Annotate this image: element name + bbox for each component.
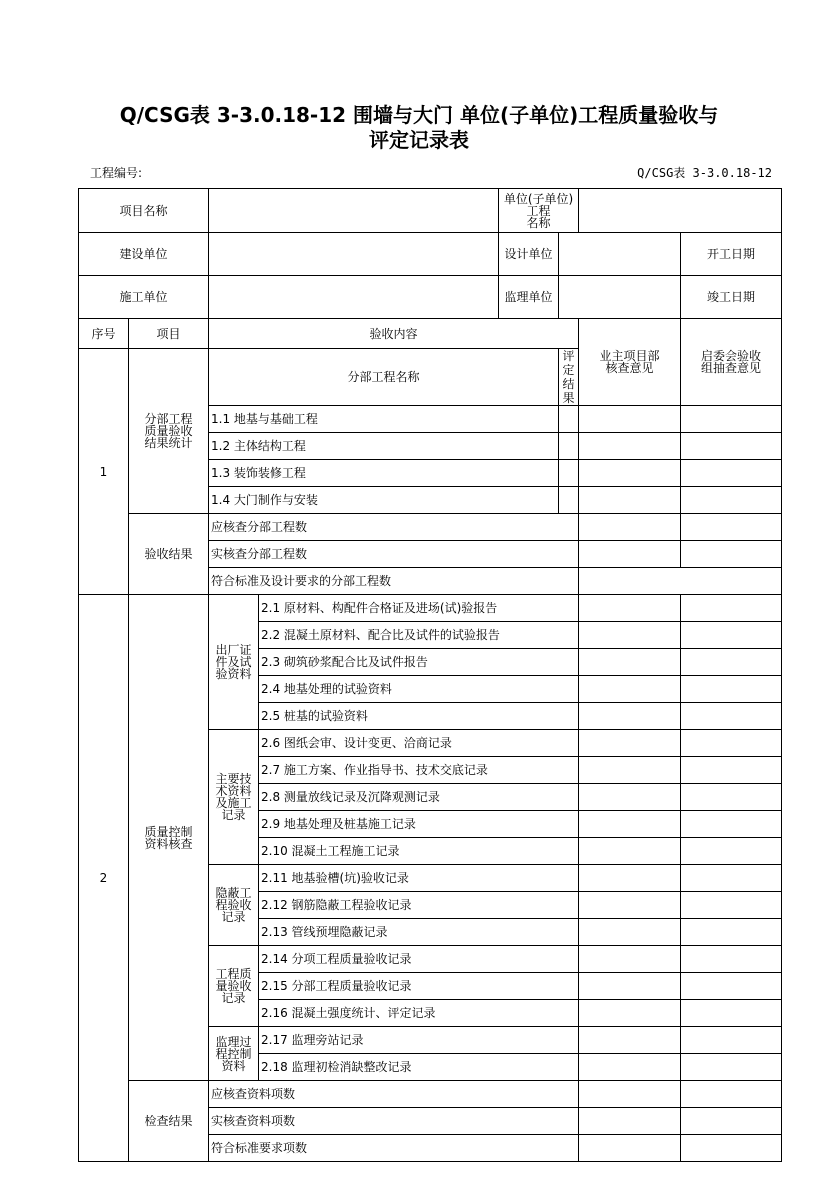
record-group-label-line: 隐蔽工 — [215, 886, 252, 900]
committee-opinion-cell[interactable] — [681, 514, 782, 541]
table-row — [79, 595, 782, 622]
evaluation-cell[interactable] — [559, 433, 579, 460]
project-name-label: 项目名称 — [79, 189, 209, 233]
committee-opinion-cell[interactable] — [681, 973, 782, 1000]
col-committee-header-line1: 启委会验收 — [701, 349, 762, 363]
record-group-label — [209, 1027, 259, 1081]
record-item: 2.1 原材料、构配件合格证及进场(试)验报告 — [259, 595, 579, 622]
committee-opinion-cell[interactable] — [681, 919, 782, 946]
record-group-label — [209, 946, 259, 1027]
committee-opinion-cell[interactable] — [681, 676, 782, 703]
unit-name-label-line1: 单位(子单位)工程 — [503, 191, 574, 218]
owner-opinion-cell[interactable] — [579, 514, 681, 541]
committee-opinion-cell[interactable] — [681, 595, 782, 622]
form-title-line2: 评定记录表 — [369, 128, 469, 152]
record-item: 2.7 施工方案、作业指导书、技术交底记录 — [259, 757, 579, 784]
acceptance-record-table — [78, 188, 782, 1162]
owner-opinion-cell[interactable] — [579, 406, 681, 433]
section1-index: 1 — [79, 349, 129, 595]
section1-label-line: 分部工程 — [144, 412, 193, 426]
col-owner-header-line2: 核查意见 — [605, 361, 654, 375]
sub-project-item: 1.2 主体结构工程 — [209, 433, 559, 460]
record-group-label-line: 程验收 — [215, 898, 252, 912]
designer-label: 设计单位 — [499, 233, 559, 276]
record-item: 2.14 分项工程质量验收记录 — [259, 946, 579, 973]
evaluation-cell[interactable] — [559, 406, 579, 433]
record-item: 2.3 砌筑砂浆配合比及试件报告 — [259, 649, 579, 676]
record-item: 2.2 混凝土原材料、配合比及试件的试验报告 — [259, 622, 579, 649]
contractor-label: 施工单位 — [79, 276, 209, 319]
owner-opinion-cell[interactable] — [579, 865, 681, 892]
col-owner-header — [579, 319, 681, 406]
record-group-label — [209, 865, 259, 946]
builder-value[interactable] — [209, 233, 499, 276]
committee-opinion-cell[interactable] — [681, 811, 782, 838]
committee-opinion-cell[interactable] — [681, 784, 782, 811]
result-row-label: 实核查分部工程数 — [209, 541, 579, 568]
owner-opinion-cell[interactable] — [579, 622, 681, 649]
section1-label — [129, 349, 209, 514]
owner-opinion-cell[interactable] — [579, 1135, 681, 1162]
record-group-label-line: 出厂证 — [215, 643, 252, 657]
contractor-value[interactable] — [209, 276, 499, 319]
record-item: 2.6 图纸会审、设计变更、洽商记录 — [259, 730, 579, 757]
record-item: 2.10 混凝土工程施工记录 — [259, 838, 579, 865]
result-row-label: 应核查分部工程数 — [209, 514, 579, 541]
owner-opinion-cell[interactable] — [579, 649, 681, 676]
record-group-label-line: 记录 — [221, 910, 246, 924]
col-committee-header-line2: 组抽查意见 — [701, 361, 762, 375]
record-group-label-line: 验资料 — [215, 667, 252, 681]
form-code: Q/CSG表 3-3.0.18-12 — [637, 166, 772, 180]
committee-opinion-cell[interactable] — [681, 622, 782, 649]
evaluation-cell[interactable] — [559, 487, 579, 514]
record-item: 2.13 管线预埋隐蔽记录 — [259, 919, 579, 946]
table-row — [79, 514, 782, 541]
record-group-label-line: 量验收 — [215, 979, 252, 993]
record-item: 2.12 钢筋隐蔽工程验收记录 — [259, 892, 579, 919]
owner-opinion-cell[interactable] — [579, 838, 681, 865]
sub-project-item: 1.4 大门制作与安装 — [209, 487, 559, 514]
committee-opinion-cell[interactable] — [681, 487, 782, 514]
sub-project-item: 1.1 地基与基础工程 — [209, 406, 559, 433]
record-item: 2.8 测量放线记录及沉降观测记录 — [259, 784, 579, 811]
owner-opinion-cell[interactable] — [579, 676, 681, 703]
record-group-label-line: 资料 — [221, 1058, 246, 1073]
section2-label — [129, 595, 209, 1081]
committee-opinion-cell[interactable] — [681, 892, 782, 919]
record-group-label-line: 记录 — [221, 991, 246, 1005]
record-item: 2.9 地基处理及桩基施工记录 — [259, 811, 579, 838]
record-group-label — [209, 595, 259, 730]
owner-opinion-cell[interactable] — [579, 1000, 681, 1027]
section2-index: 2 — [79, 595, 129, 1162]
owner-opinion-cell[interactable] — [579, 460, 681, 487]
record-group-label-line: 件及试 — [215, 655, 252, 669]
evaluation-cell[interactable] — [559, 460, 579, 487]
owner-opinion-cell[interactable] — [579, 973, 681, 1000]
record-item: 2.15 分部工程质量验收记录 — [259, 973, 579, 1000]
owner-opinion-cell[interactable] — [579, 1081, 681, 1108]
project-name-value[interactable] — [209, 189, 499, 233]
owner-opinion-cell[interactable] — [579, 1027, 681, 1054]
col-content-header: 验收内容 — [209, 319, 579, 349]
committee-opinion-cell[interactable] — [681, 757, 782, 784]
record-group-label-line: 程控制 — [215, 1046, 252, 1061]
result-row-label: 符合标准及设计要求的分部工程数 — [209, 568, 579, 595]
owner-opinion-cell[interactable] — [579, 730, 681, 757]
record-item: 2.18 监理初检消缺整改记录 — [259, 1054, 579, 1081]
table-row — [79, 1081, 782, 1108]
owner-opinion-cell[interactable] — [579, 703, 681, 730]
committee-opinion-cell[interactable] — [681, 730, 782, 757]
result-row-label: 应核查资料项数 — [209, 1081, 579, 1108]
committee-opinion-cell[interactable] — [681, 703, 782, 730]
owner-opinion-cell[interactable] — [579, 919, 681, 946]
unit-name-value[interactable] — [579, 189, 782, 233]
owner-opinion-cell[interactable] — [579, 1054, 681, 1081]
owner-opinion-cell[interactable] — [579, 1108, 681, 1135]
unit-name-label — [499, 189, 579, 233]
committee-opinion-cell[interactable] — [681, 649, 782, 676]
record-item: 2.11 地基验槽(坑)验收记录 — [259, 865, 579, 892]
owner-opinion-cell[interactable] — [579, 892, 681, 919]
owner-opinion-cell[interactable] — [579, 757, 681, 784]
committee-opinion-cell[interactable] — [681, 1081, 782, 1108]
record-group-label-line: 主要技 — [215, 772, 252, 786]
section2-result-label: 检查结果 — [129, 1081, 209, 1162]
owner-opinion-cell[interactable] — [579, 946, 681, 973]
evaluation-header: 评定结果 — [559, 349, 579, 406]
committee-opinion-cell[interactable] — [681, 406, 782, 433]
builder-label: 建设单位 — [79, 233, 209, 276]
owner-opinion-cell[interactable] — [579, 487, 681, 514]
record-group-label-line: 及施工 — [215, 796, 252, 810]
section2-label-line: 资料核查 — [144, 836, 193, 851]
supervisor-label: 监理单位 — [499, 276, 559, 319]
project-code-label: 工程编号: — [90, 166, 143, 180]
sub-project-item: 1.3 装饰装修工程 — [209, 460, 559, 487]
record-item: 2.5 桩基的试验资料 — [259, 703, 579, 730]
record-group-label-line: 工程质 — [215, 967, 252, 981]
result-row-label: 实核查资料项数 — [209, 1108, 579, 1135]
designer-value[interactable] — [559, 233, 681, 276]
committee-opinion-cell[interactable] — [681, 865, 782, 892]
section1-label-line: 质量验收 — [144, 424, 193, 438]
record-group-label-line: 术资料 — [215, 784, 252, 798]
committee-opinion-cell[interactable] — [681, 1108, 782, 1135]
owner-opinion-cell[interactable] — [579, 595, 681, 622]
col-committee-header — [681, 319, 782, 406]
section2-label-line: 质量控制 — [144, 824, 193, 839]
unit-name-label-line2: 名称 — [526, 215, 551, 230]
record-item: 2.17 监理旁站记录 — [259, 1027, 579, 1054]
start-date-label: 开工日期 — [681, 233, 782, 276]
col-index-header: 序号 — [79, 319, 129, 349]
col-item-header: 项目 — [129, 319, 209, 349]
committee-opinion-cell[interactable] — [681, 1135, 782, 1162]
record-item: 2.16 混凝土强度统计、评定记录 — [259, 1000, 579, 1027]
finish-date-label: 竣工日期 — [681, 276, 782, 319]
committee-opinion-cell[interactable] — [681, 460, 782, 487]
owner-opinion-cell[interactable] — [579, 541, 681, 568]
committee-opinion-cell[interactable] — [681, 1054, 782, 1081]
committee-opinion-cell[interactable] — [681, 1027, 782, 1054]
result-row-value[interactable] — [579, 568, 782, 595]
section1-result-label: 验收结果 — [129, 514, 209, 595]
record-group-label-line: 监理过 — [215, 1034, 252, 1049]
record-group-label-line: 记录 — [221, 808, 246, 822]
owner-opinion-cell[interactable] — [579, 784, 681, 811]
form-title-line1: Q/CSG表 3-3.0.18-12 围墙与大门 单位(子单位)工程质量验收与 — [119, 103, 719, 127]
committee-opinion-cell[interactable] — [681, 838, 782, 865]
record-item: 2.4 地基处理的试验资料 — [259, 676, 579, 703]
col-owner-header-line1: 业主项目部 — [599, 349, 660, 363]
sub-project-name-header: 分部工程名称 — [209, 349, 559, 406]
committee-opinion-cell[interactable] — [681, 433, 782, 460]
committee-opinion-cell[interactable] — [681, 1000, 782, 1027]
committee-opinion-cell[interactable] — [681, 946, 782, 973]
record-group-label — [209, 730, 259, 865]
result-row-label: 符合标准要求项数 — [209, 1135, 579, 1162]
owner-opinion-cell[interactable] — [579, 433, 681, 460]
supervisor-value[interactable] — [559, 276, 681, 319]
section1-label-line: 结果统计 — [144, 436, 193, 450]
owner-opinion-cell[interactable] — [579, 811, 681, 838]
committee-opinion-cell[interactable] — [681, 541, 782, 568]
